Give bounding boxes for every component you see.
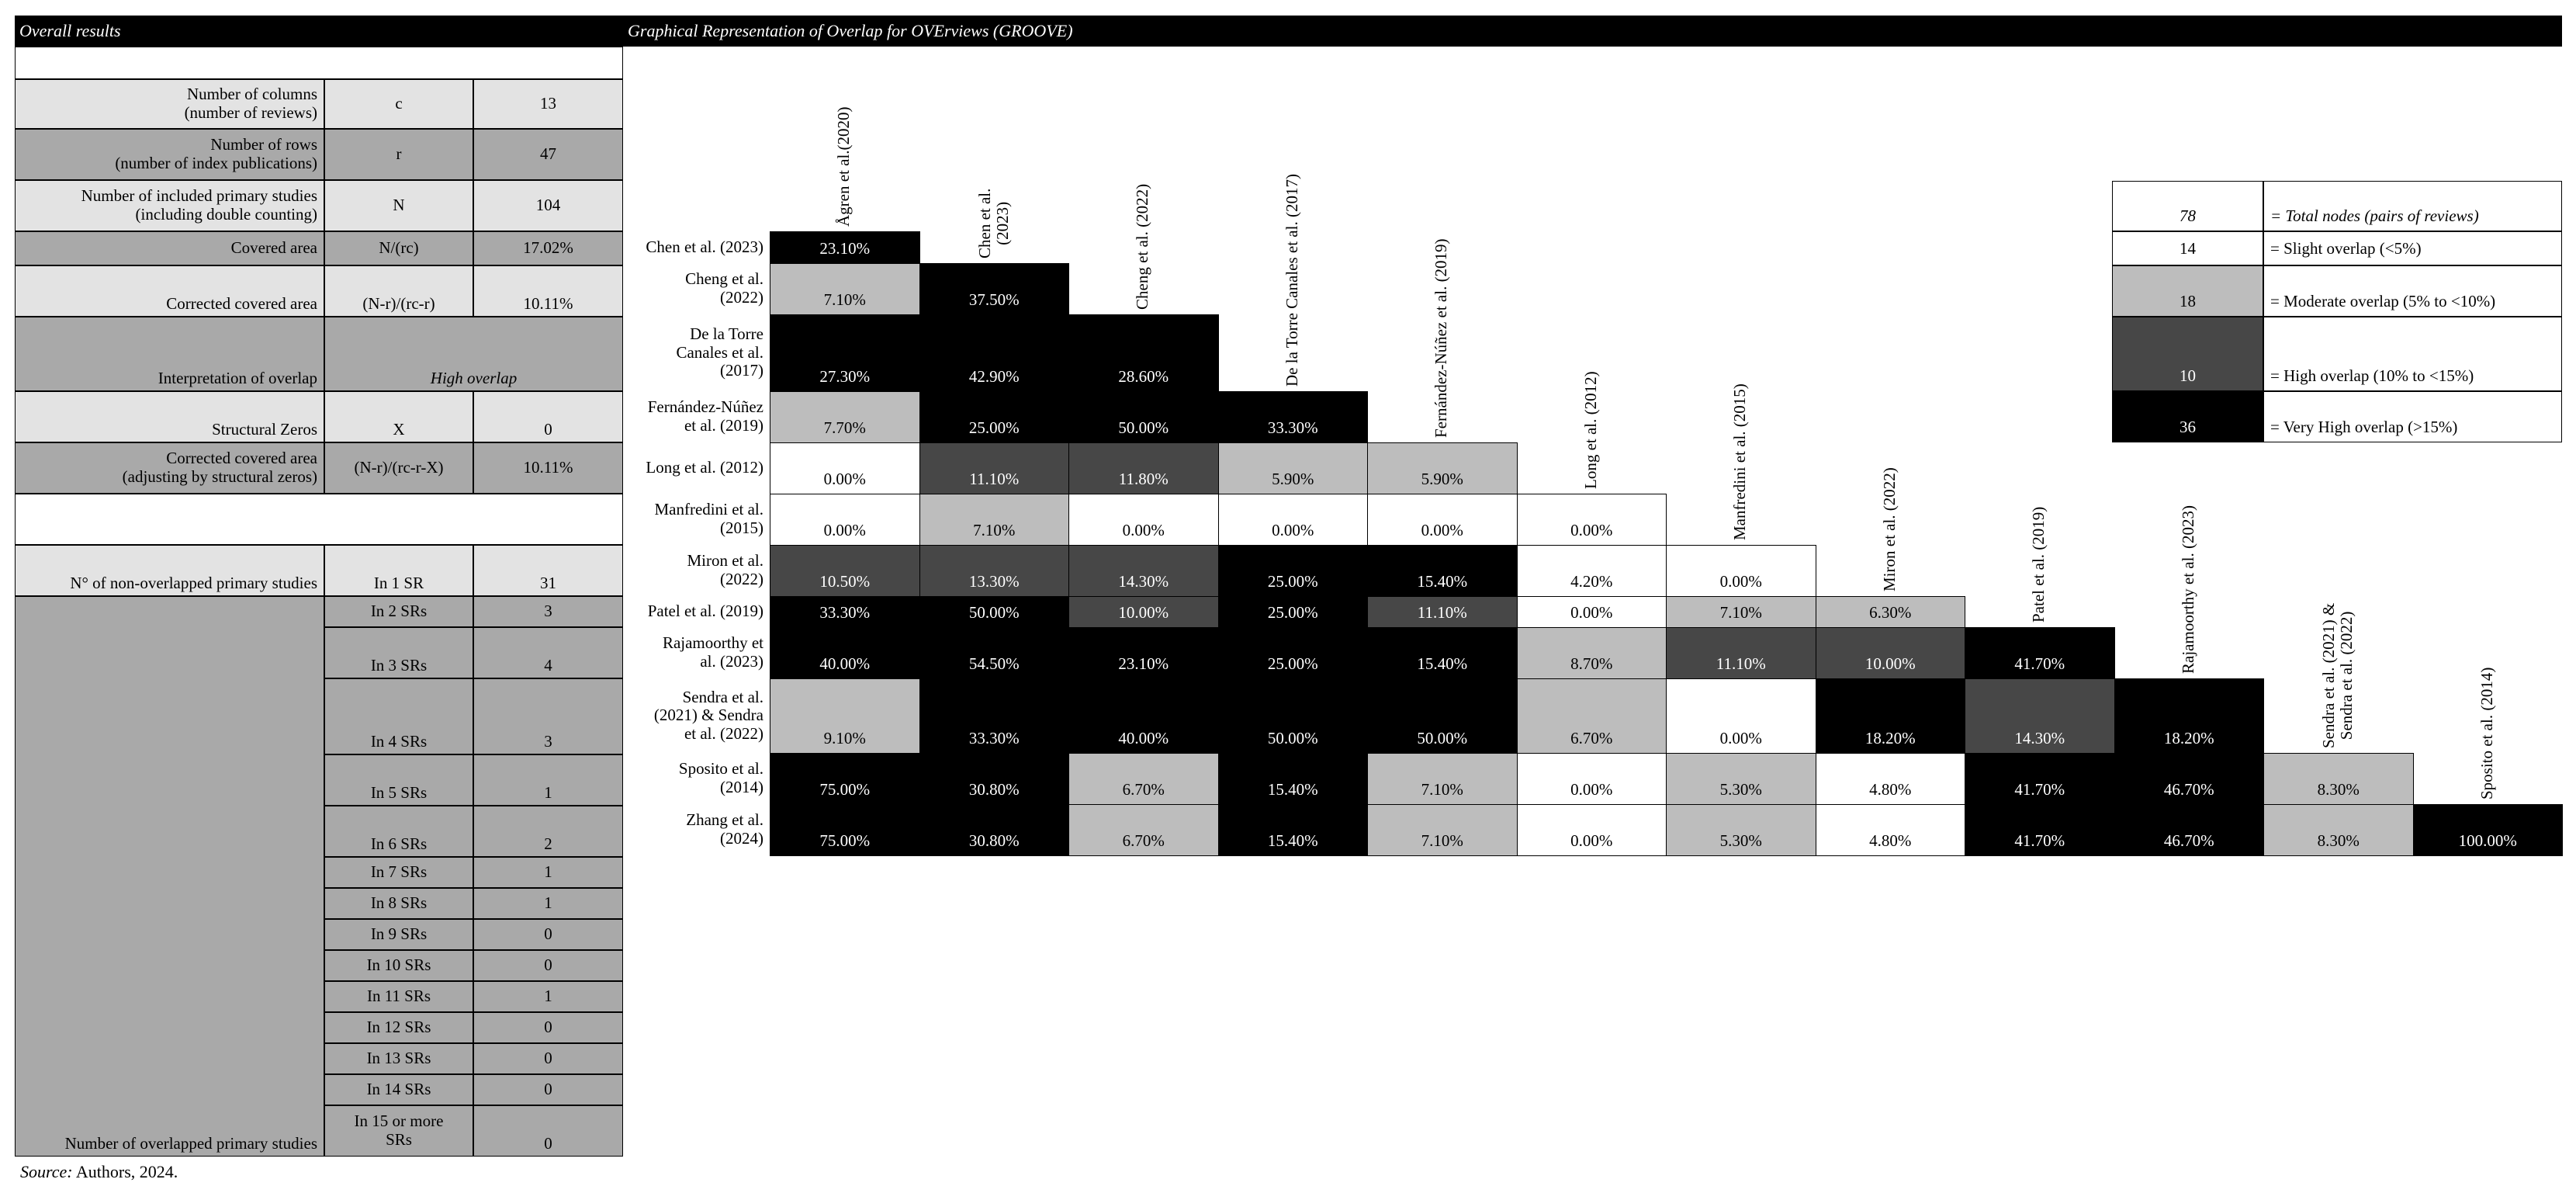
overlap-cell: 27.30%: [770, 314, 920, 392]
overlapped-value: 1: [473, 888, 623, 919]
summary-label: Number of included primary studies (including double counting): [15, 180, 324, 231]
summary-label: Structural Zeros: [15, 391, 324, 442]
groove-title: Graphical Representation of Overlap for OVErviews (GROOVE): [628, 21, 1073, 40]
overlap-cell: 0.00%: [1367, 494, 1518, 546]
overall-results-header: [15, 16, 623, 47]
overlap-cell: 11.10%: [1367, 596, 1518, 628]
overlap-cell: 7.70%: [770, 391, 920, 443]
overlapped-value: 1: [473, 857, 623, 888]
overlap-cell: 7.10%: [770, 263, 920, 315]
non-overlapped-symbol: In 1 SR: [324, 545, 473, 596]
matrix-column-header: [1269, 146, 1316, 387]
matrix-row-label: Sendra et al. (2021) & Sendra et al. (2022): [653, 687, 763, 743]
overlap-cell: 50.00%: [1068, 391, 1219, 443]
summary-label: Corrected covered area: [15, 265, 324, 317]
legend-label: = Very High overlap (>15%): [2263, 391, 2562, 442]
overlapped-symbol: In 10 SRs: [324, 950, 473, 981]
summary-symbol: N: [324, 180, 473, 231]
matrix-column-header: [2016, 483, 2062, 623]
matrix-column-label: Miron et al. (2022): [1880, 467, 1899, 591]
overlapped-value: 1: [473, 754, 623, 806]
overlap-cell: 0.00%: [1666, 545, 1816, 597]
overlapped-symbol: In 11 SRs: [324, 981, 473, 1012]
source-label: Source:: [20, 1162, 73, 1181]
overlap-cell: 0.00%: [770, 442, 920, 494]
overlap-cell: 0.00%: [1517, 596, 1667, 628]
overlap-cell: 46.70%: [2114, 753, 2265, 805]
matrix-row-label: Miron et al. (2022): [687, 551, 763, 588]
overlap-cell: 25.00%: [1218, 627, 1369, 679]
overlapped-symbol: In 14 SRs: [324, 1074, 473, 1105]
matrix-row-label: Fernández-Núñez et al. (2019): [647, 397, 763, 435]
overlap-cell: 50.00%: [1367, 678, 1518, 754]
overlap-cell: 10.00%: [1068, 596, 1219, 628]
matrix-column-header: [971, 173, 1017, 258]
summary-value: 10.11%: [473, 442, 623, 494]
overlap-cell: 14.30%: [1068, 545, 1219, 597]
overlap-cell: 33.30%: [1218, 391, 1369, 443]
matrix-column-header: [2315, 562, 2361, 748]
overlap-cell: 30.80%: [919, 804, 1070, 856]
matrix-column-header: [1717, 362, 1764, 540]
overlapped-value: 3: [473, 678, 623, 754]
overlap-cell: 0.00%: [1218, 494, 1369, 546]
matrix-column-label: Cheng et al. (2022): [1133, 183, 1152, 310]
matrix-row-label: Cheng et al. (2022): [685, 269, 763, 307]
overlap-cell: 4.20%: [1517, 545, 1667, 597]
legend-swatch: 18: [2112, 265, 2263, 317]
overlap-cell: 11.10%: [919, 442, 1070, 494]
overlap-cell: 23.10%: [770, 231, 920, 264]
overlap-cell: 50.00%: [1218, 678, 1369, 754]
summary-value: 13: [473, 79, 623, 129]
legend-label: = Moderate overlap (5% to <10%): [2263, 265, 2562, 317]
summary-symbol: X: [324, 391, 473, 442]
matrix-column-label: De la Torre Canales et al. (2017): [1283, 174, 1302, 387]
summary-symbol: r: [324, 129, 473, 180]
overall-results-title: Overall results: [19, 21, 121, 40]
matrix-column-label: Rajamoorthy et al. (2023): [2179, 505, 2198, 674]
overlap-cell: 10.00%: [1816, 627, 1966, 679]
overlap-cell: 9.10%: [770, 678, 920, 754]
overlapped-symbol: In 3 SRs: [324, 627, 473, 678]
matrix-column-header: [2464, 660, 2511, 799]
overlap-cell: 7.10%: [1367, 804, 1518, 856]
overlap-cell: 15.40%: [1367, 545, 1518, 597]
overlap-cell: 75.00%: [770, 804, 920, 856]
overlap-cell: 30.80%: [919, 753, 1070, 805]
overlapped-value: 0: [473, 1012, 623, 1043]
overlap-cell: 6.70%: [1068, 753, 1219, 805]
overlapped-symbol: In 15 or more SRs: [324, 1105, 473, 1157]
matrix-row-label: Zhang et al. (2024): [686, 810, 763, 848]
overlapped-value: 0: [473, 1043, 623, 1074]
overlap-cell: 15.40%: [1367, 627, 1518, 679]
overlap-cell: 40.00%: [1068, 678, 1219, 754]
overlapped-value: 0: [473, 1074, 623, 1105]
summary-value: 47: [473, 129, 623, 180]
overlap-interpretation: High overlap: [324, 317, 623, 391]
overlap-cell: 8.30%: [2263, 753, 2414, 805]
overlap-cell: 6.30%: [1816, 596, 1966, 628]
overlapped-symbol: In 7 SRs: [324, 857, 473, 888]
overlap-cell: 7.10%: [1367, 753, 1518, 805]
overlapped-value: 3: [473, 596, 623, 627]
overlap-cell: 14.30%: [1965, 678, 2115, 754]
overlap-cell: 0.00%: [1666, 678, 1816, 754]
summary-label: Covered area: [15, 231, 324, 265]
overlap-cell: 5.90%: [1367, 442, 1518, 494]
source-footer: [20, 1162, 178, 1182]
legend-swatch: 10: [2112, 317, 2263, 391]
overlap-cell: 75.00%: [770, 753, 920, 805]
overlap-cell: 11.80%: [1068, 442, 1219, 494]
overlap-cell: 10.50%: [770, 545, 920, 597]
summary-label: Number of columns (number of reviews): [15, 79, 324, 129]
overlap-cell: 0.00%: [1517, 753, 1667, 805]
overlap-cell: 4.80%: [1816, 804, 1966, 856]
non-overlapped-value: 31: [473, 545, 623, 596]
summary-symbol: (N-r)/(rc-r-X): [324, 442, 473, 494]
matrix-column-header: [2166, 495, 2212, 674]
overlapped-value: 2: [473, 806, 623, 857]
overlap-cell: 33.30%: [770, 596, 920, 628]
overlapped-value: 4: [473, 627, 623, 678]
matrix-column-label: Fernández-Núñez et al. (2019): [1432, 238, 1451, 438]
overlap-cell: 25.00%: [919, 391, 1070, 443]
overlapped-symbol: In 2 SRs: [324, 596, 473, 627]
matrix-column-header: [1120, 131, 1166, 310]
overlapped-symbol: In 5 SRs: [324, 754, 473, 806]
overlap-cell: 7.10%: [1666, 596, 1816, 628]
legend-swatch: 36: [2112, 391, 2263, 442]
matrix-column-label: Chen et al. (2023): [975, 188, 1012, 258]
overlap-cell: 0.00%: [1068, 494, 1219, 546]
overlap-cell: 25.00%: [1218, 596, 1369, 628]
overlapped-symbol: In 13 SRs: [324, 1043, 473, 1074]
overlap-cell: 41.70%: [1965, 753, 2115, 805]
legend-total-label: = Total nodes (pairs of reviews): [2263, 181, 2562, 231]
matrix-row-label: Sposito et al. (2014): [678, 759, 763, 796]
groove-header: [623, 16, 2562, 47]
matrix-column-label: Ågren et al.(2020): [834, 106, 853, 227]
overlapped-symbol: In 6 SRs: [324, 806, 473, 857]
matrix-row-label: Patel et al. (2019): [647, 602, 763, 621]
overlap-cell: 25.00%: [1218, 545, 1369, 597]
summary-blank-gap: [15, 494, 623, 545]
overlap-cell: 41.70%: [1965, 804, 2115, 856]
overlap-cell: 23.10%: [1068, 627, 1219, 679]
overlap-cell: 4.80%: [1816, 753, 1966, 805]
summary-symbol: N/(rc): [324, 231, 473, 265]
overlapped-symbol: In 8 SRs: [324, 888, 473, 919]
matrix-row-label: Manfredini et al. (2015): [654, 500, 763, 537]
source-text: Authors, 2024.: [72, 1162, 178, 1181]
legend-swatch: 14: [2112, 231, 2263, 265]
matrix-column-label: Sposito et al. (2014): [2477, 667, 2497, 799]
overlap-cell: 37.50%: [919, 263, 1070, 315]
overlap-cell: 8.70%: [1517, 627, 1667, 679]
legend-label: = Slight overlap (<5%): [2263, 231, 2562, 265]
summary-label: Corrected covered area (adjusting by structural zeros): [15, 442, 324, 494]
overlap-cell: 5.30%: [1666, 804, 1816, 856]
matrix-row-label: Long et al. (2012): [646, 458, 763, 477]
overlapped-symbol: In 9 SRs: [324, 919, 473, 950]
overlap-cell: 18.20%: [1816, 678, 1966, 754]
matrix-row-label: Chen et al. (2023): [646, 237, 763, 256]
overlap-cell: 5.30%: [1666, 753, 1816, 805]
non-overlapped-label: N° of non-overlapped primary studies: [15, 545, 324, 596]
matrix-row-label: Rajamoorthy et al. (2023): [662, 633, 763, 671]
legend-total-value: 78: [2112, 181, 2263, 231]
overlap-cell: 100.00%: [2413, 804, 2564, 856]
summary-blank-row: [15, 47, 623, 79]
overlapped-symbol: In 4 SRs: [324, 678, 473, 754]
overlapped-value: 0: [473, 919, 623, 950]
overlapped-label: Number of overlapped primary studies: [15, 596, 324, 1157]
overlap-cell: 8.30%: [2263, 804, 2414, 856]
matrix-column-header: [1418, 197, 1465, 438]
overlap-cell: 40.00%: [770, 627, 920, 679]
overlap-cell: 18.20%: [2114, 678, 2265, 754]
summary-value: 104: [473, 180, 623, 231]
overlap-cell: 13.30%: [919, 545, 1070, 597]
overlap-cell: 42.90%: [919, 314, 1070, 392]
matrix-column-header: [1568, 349, 1615, 489]
overlap-cell: 7.10%: [919, 494, 1070, 546]
summary-value: 10.11%: [473, 265, 623, 317]
overlap-cell: 6.70%: [1517, 678, 1667, 754]
summary-label: Number of rows (number of index publications): [15, 129, 324, 180]
overlapped-value: 0: [473, 950, 623, 981]
overlapped-symbol: In 12 SRs: [324, 1012, 473, 1043]
matrix-column-label: Patel et al. (2019): [2029, 506, 2048, 623]
matrix-column-header: [821, 48, 867, 227]
matrix-column-label: Sendra et al. (2021) & Sendra et al. (2022): [2319, 602, 2356, 748]
overlap-cell: 0.00%: [1517, 804, 1667, 856]
summary-symbol: c: [324, 79, 473, 129]
summary-value: 0: [473, 391, 623, 442]
overlap-cell: 50.00%: [919, 596, 1070, 628]
summary-label: Interpretation of overlap: [15, 317, 324, 391]
overlap-cell: 11.10%: [1666, 627, 1816, 679]
matrix-row-label: De la Torre Canales et al. (2017): [676, 324, 763, 380]
summary-symbol: (N-r)/(rc-r): [324, 265, 473, 317]
overlap-cell: 15.40%: [1218, 804, 1369, 856]
overlap-cell: 0.00%: [770, 494, 920, 546]
matrix-column-header: [1867, 452, 1913, 591]
overlap-cell: 41.70%: [1965, 627, 2115, 679]
overlap-cell: 46.70%: [2114, 804, 2265, 856]
overlap-cell: 6.70%: [1068, 804, 1219, 856]
overlap-cell: 33.30%: [919, 678, 1070, 754]
overlap-cell: 54.50%: [919, 627, 1070, 679]
overlap-cell: 0.00%: [1517, 494, 1667, 546]
summary-value: 17.02%: [473, 231, 623, 265]
matrix-column-label: Long et al. (2012): [1581, 371, 1601, 489]
overlap-cell: 28.60%: [1068, 314, 1219, 392]
overlapped-value: 0: [473, 1105, 623, 1157]
overlapped-value: 1: [473, 981, 623, 1012]
overlap-cell: 15.40%: [1218, 753, 1369, 805]
matrix-column-label: Manfredini et al. (2015): [1730, 383, 1750, 540]
overlap-cell: 5.90%: [1218, 442, 1369, 494]
legend-label: = High overlap (10% to <15%): [2263, 317, 2562, 391]
